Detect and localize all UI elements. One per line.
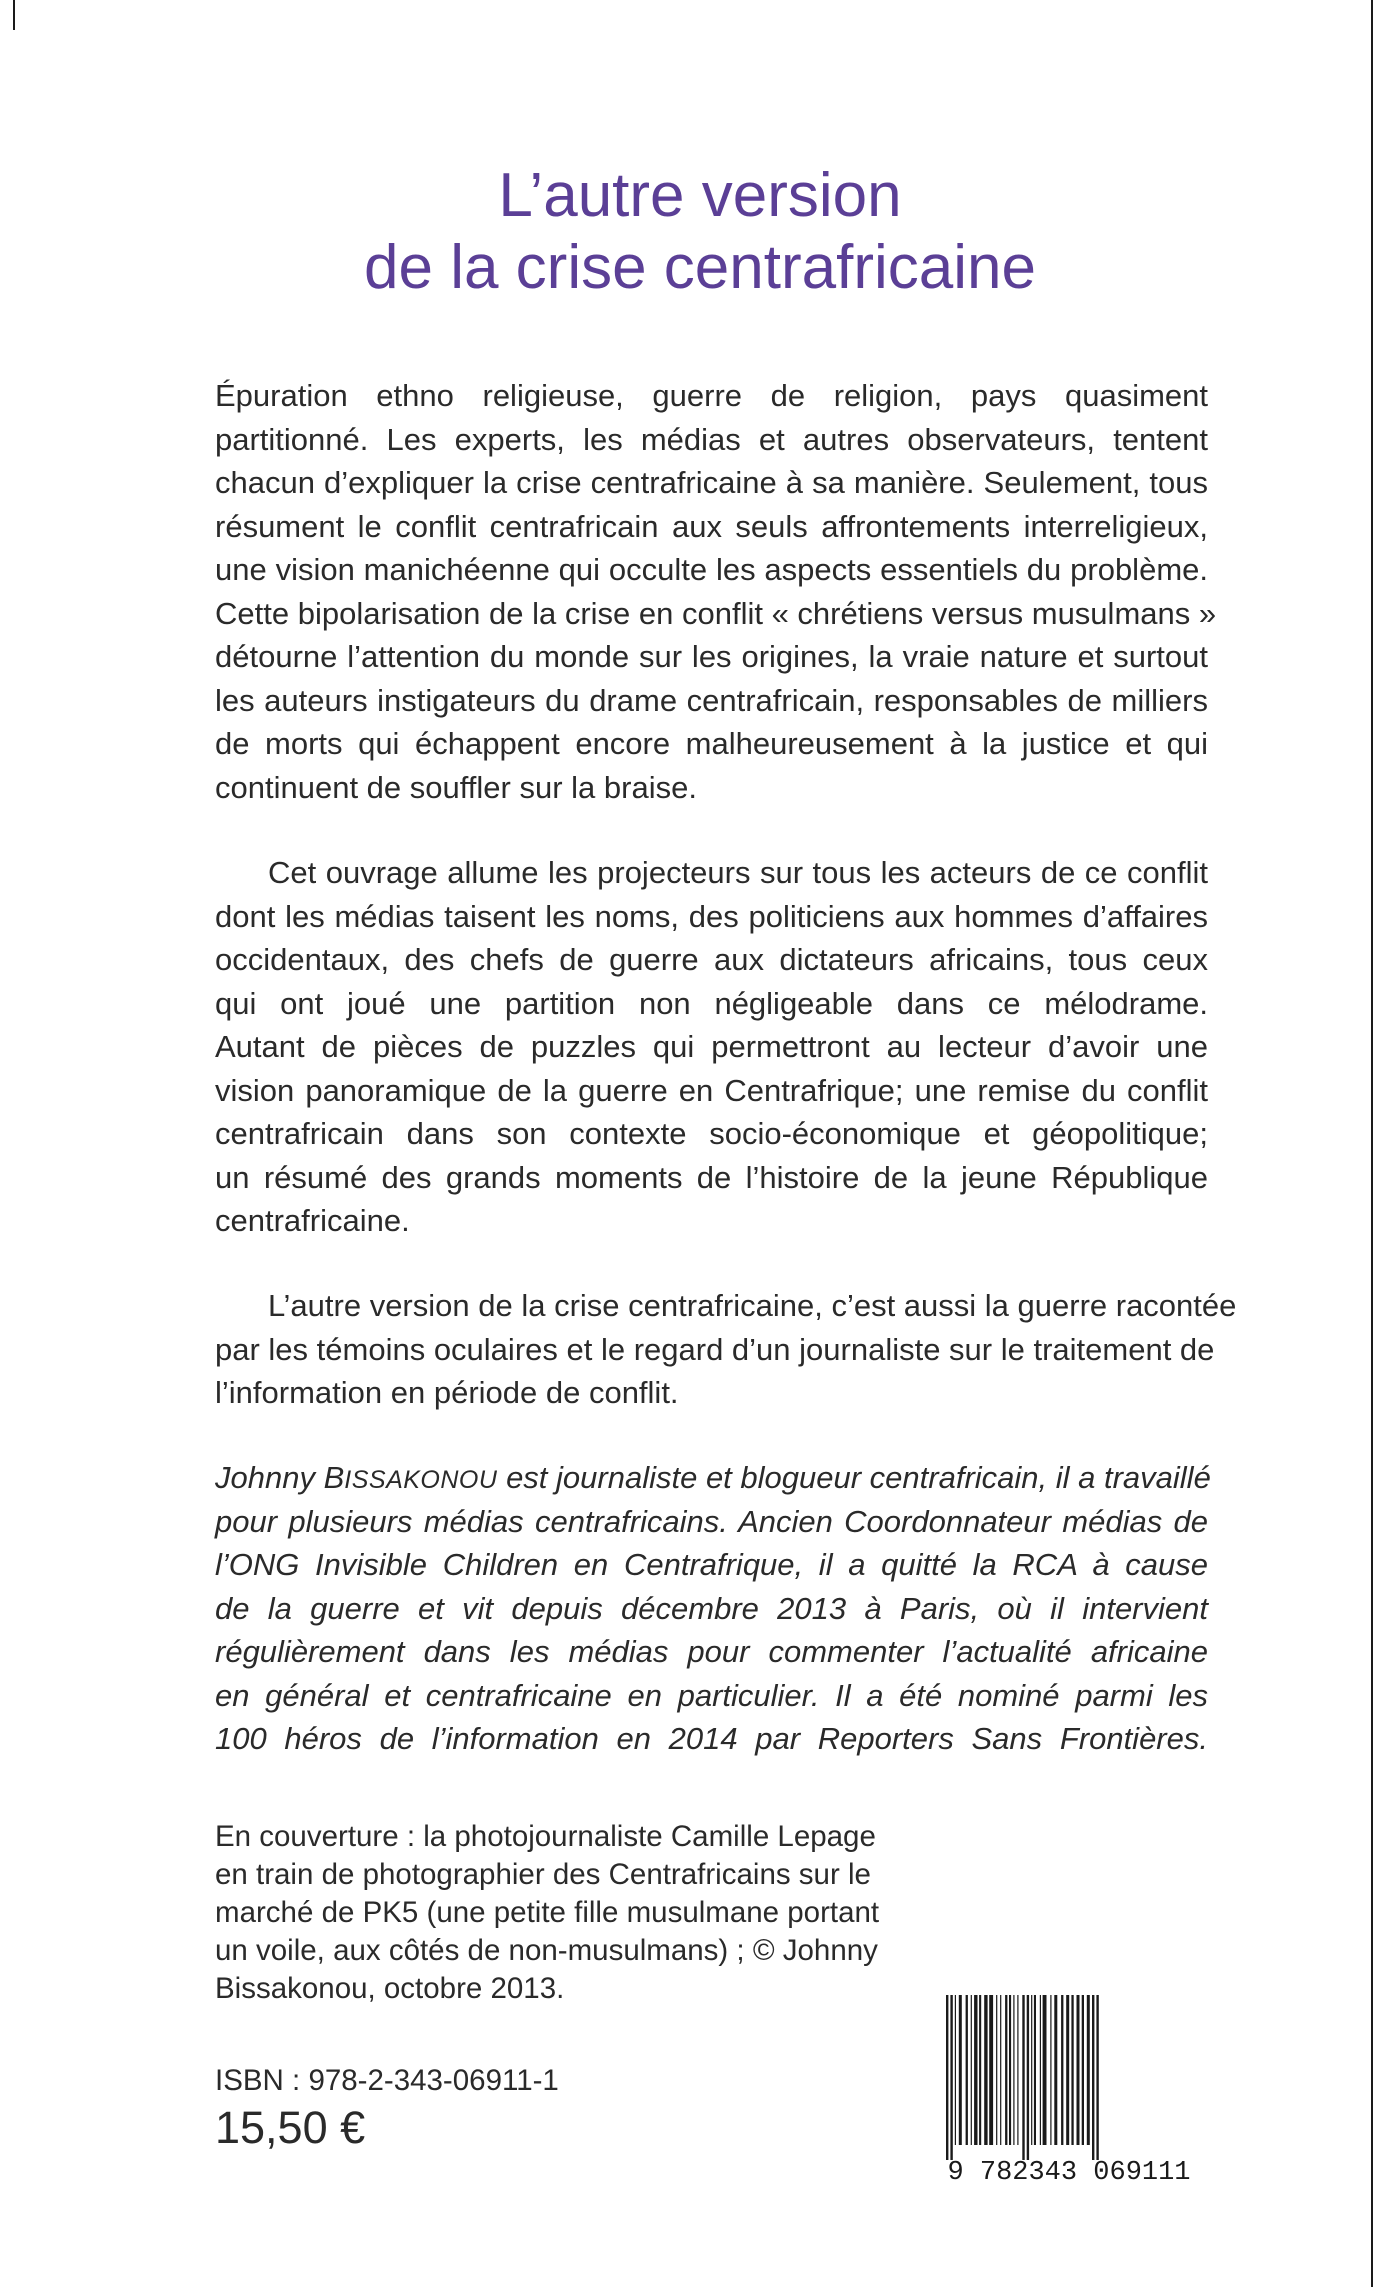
barcode-bar bbox=[1082, 1995, 1084, 2145]
text-line: Autant de pièces de puzzles qui permettront au lecteur d’avoir une bbox=[215, 1029, 1208, 1064]
barcode-bar bbox=[1043, 1995, 1047, 2145]
author-first-name: Johnny bbox=[215, 1460, 315, 1495]
barcode-bar bbox=[950, 1995, 952, 2160]
barcode-bar bbox=[984, 1995, 987, 2145]
text-line: Bissakonou, octobre 2013. bbox=[215, 1972, 565, 2005]
text-line: pour plusieurs médias centrafricains. Ancien Coordonnateur médias de bbox=[215, 1503, 1208, 1539]
barcode bbox=[934, 1987, 1204, 2187]
text-line: de la guerre et vit depuis décembre 2013 à Paris, où il intervient bbox=[215, 1590, 1208, 1626]
text-line: centrafricaine. bbox=[215, 1203, 410, 1238]
barcode-bar bbox=[1054, 1995, 1057, 2145]
barcode-bar bbox=[1040, 1995, 1041, 2145]
barcode-bar bbox=[1013, 1995, 1014, 2145]
barcode-bar bbox=[1005, 1995, 1007, 2145]
barcode-bar bbox=[1066, 1995, 1069, 2145]
barcode-bar bbox=[946, 1995, 948, 2160]
barcode-bar bbox=[1071, 1995, 1073, 2145]
paragraph-3 bbox=[215, 1284, 1237, 1415]
barcode-bar bbox=[1092, 1995, 1094, 2160]
barcode-bar bbox=[1034, 1995, 1036, 2145]
text-line: une vision manichéenne qui occulte les aspects essentiels du problème. bbox=[215, 552, 1208, 587]
barcode-bar bbox=[996, 1995, 997, 2145]
cover-credit bbox=[215, 1818, 935, 2008]
author-name bbox=[215, 1460, 497, 1495]
text-line: partitionné. Les experts, les médias et autres observateurs, tentent bbox=[215, 421, 1208, 457]
barcode-bar bbox=[1022, 1995, 1024, 2160]
barcode-bar bbox=[1017, 1995, 1018, 2145]
author-bio bbox=[215, 1456, 1211, 1761]
text-line: l’information en période de conflit. bbox=[215, 1375, 679, 1410]
text-line: L’autre version de la crise centrafricaine, c’est aussi la guerre racontée bbox=[268, 1288, 1237, 1323]
title-line-1: L’autre version bbox=[498, 161, 902, 230]
text-line: centrafricain dans son contexte socio-économique et géopolitique; bbox=[215, 1116, 1208, 1151]
text-line: en train de photographier des Centrafricains sur le bbox=[215, 1858, 871, 1891]
barcode-bar bbox=[1050, 1995, 1051, 2145]
text-line: de morts qui échappent encore malheureusement à la justice et qui bbox=[215, 726, 1208, 761]
barcode-bar bbox=[1009, 1995, 1011, 2145]
text-line: marché de PK5 (une petite fille musulmane portant bbox=[215, 1896, 880, 1929]
text-line: régulièrement dans les médias pour commenter l’actualité africaine bbox=[215, 1634, 1208, 1669]
barcode-bar bbox=[1027, 1995, 1029, 2160]
text-line: les auteurs instigateurs du drame centrafricain, responsables de milliers bbox=[215, 682, 1208, 718]
author-last-name-initial: B bbox=[323, 1460, 345, 1495]
text-line: occidentaux, des chefs de guerre aux dictateurs africains, tous ceux bbox=[215, 942, 1208, 977]
barcode-bar bbox=[1061, 1995, 1063, 2145]
text-line: détourne l’attention du monde sur les origines, la vraie nature et surtout bbox=[215, 639, 1208, 674]
barcode-digits: 9 782343 069111 bbox=[947, 2158, 1191, 2187]
text-line: dont les médias taisent les noms, des politiciens aux hommes d’affaires bbox=[215, 898, 1208, 934]
barcode-bar bbox=[1087, 1995, 1090, 2145]
text-line: un voile, aux côtés de non-musulmans) ; © Johnny bbox=[215, 1934, 878, 1967]
barcode-bar bbox=[974, 1995, 977, 2145]
text-line: continuent de souffler sur la braise. bbox=[215, 769, 697, 805]
left-edge-rule bbox=[13, 0, 15, 30]
text-line: Épuration ethno religieuse, guerre de religion, pays quasiment bbox=[215, 378, 1208, 413]
text-line: par les témoins oculaires et le regard d’un journaliste sur le traitement de bbox=[215, 1331, 1215, 1367]
author-bio-text: est journaliste et blogueur centrafricain, il a travaillé bbox=[506, 1460, 1211, 1495]
barcode-bar bbox=[955, 1995, 956, 2145]
text-line: vision panoramique de la guerre en Centrafrique; une remise du conflit bbox=[215, 1072, 1208, 1108]
paragraph-1 bbox=[215, 374, 1217, 809]
author-last-name-rest: ISSAKONOU bbox=[344, 1466, 498, 1494]
text-line: qui ont joué une partition non négligeable dans ce mélodrame. bbox=[215, 985, 1208, 1021]
barcode-bar bbox=[989, 1995, 993, 2145]
text-line: l’ONG Invisible Children en Centrafrique, il a quitté la RCA à cause bbox=[215, 1547, 1208, 1582]
text-line: en général et centrafricaine en particulier. Il a été nominé parmi les bbox=[215, 1677, 1208, 1713]
title-line-2: de la crise centrafricaine bbox=[364, 233, 1036, 302]
text-line: 100 héros de l’information en 2014 par Reporters Sans Frontières. bbox=[215, 1721, 1208, 1756]
isbn: ISBN : 978-2-343-06911-1 bbox=[215, 2064, 559, 2097]
barcode-bar bbox=[1096, 1995, 1098, 2160]
barcode-bar bbox=[979, 1995, 981, 2145]
barcode-bar bbox=[959, 1995, 962, 2145]
book-title bbox=[0, 160, 1400, 304]
author-bio-line-1 bbox=[215, 1456, 1211, 1500]
barcode-bar bbox=[971, 1995, 972, 2145]
price: 15,50 € bbox=[215, 2102, 366, 2153]
right-edge-rule bbox=[1371, 0, 1373, 2287]
text-line: un résumé des grands moments de l’histoire de la jeune République bbox=[215, 1159, 1208, 1195]
text-line: Cet ouvrage allume les projecteurs sur tous les acteurs de ce conflit bbox=[268, 855, 1208, 890]
text-line: chacun d’expliquer la crise centrafricaine à sa manière. Seulement, tous bbox=[215, 465, 1208, 500]
barcode-bar bbox=[1000, 1995, 1001, 2145]
text-line: Cette bipolarisation de la crise en conflit « chrétiens versus musulmans » bbox=[215, 595, 1217, 631]
paragraph-2 bbox=[215, 851, 1208, 1243]
barcode-bar bbox=[1077, 1995, 1080, 2145]
text-line: En couverture : la photojournaliste Camille Lepage bbox=[215, 1820, 876, 1853]
barcode-bar bbox=[1031, 1995, 1032, 2145]
barcode-bar bbox=[966, 1995, 968, 2145]
text-line: résument le conflit centrafricain aux seuls affrontements interreligieux, bbox=[215, 508, 1208, 544]
